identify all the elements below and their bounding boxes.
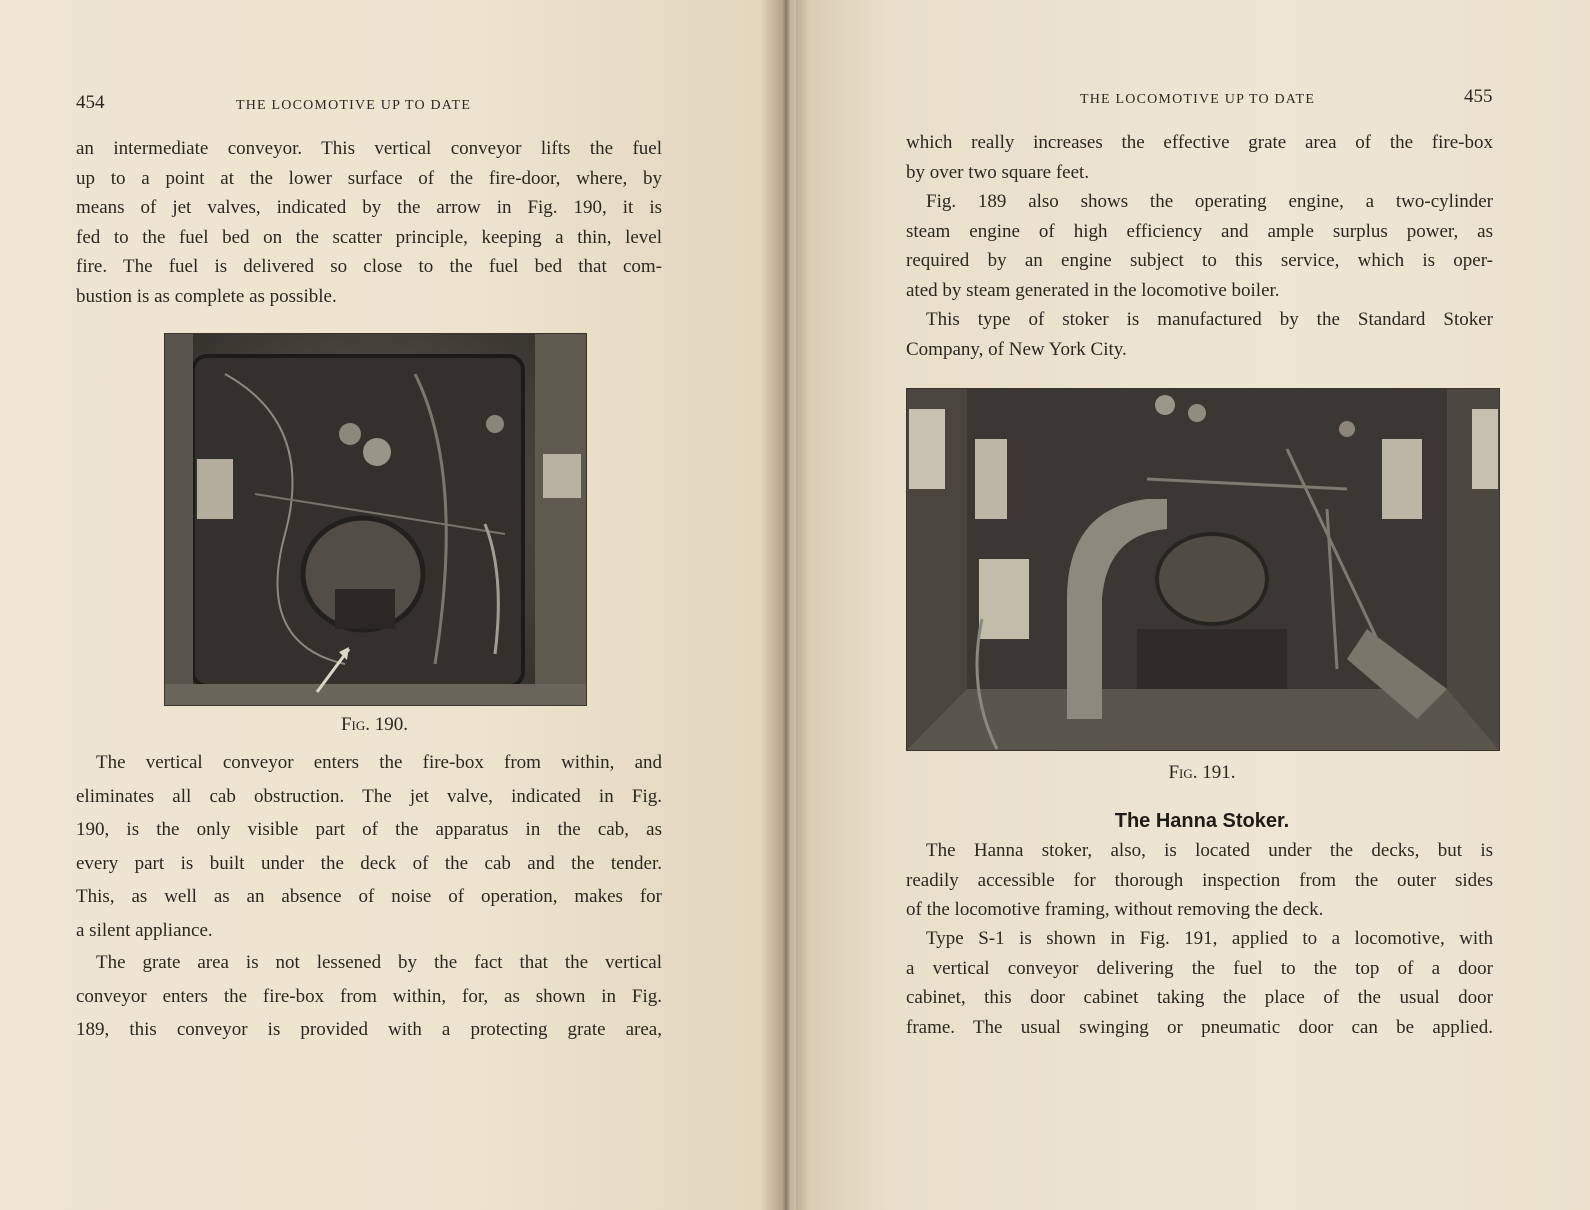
paragraph-type-s1 xyxy=(906,928,1493,1046)
text-line: readily accessible for thorough inspection from the outer sides xyxy=(906,869,1493,891)
text-line: Company, of New York City. xyxy=(906,338,1127,360)
text-line: conveyor enters the fire-box from within, for, as shown in Fig. xyxy=(76,985,662,1007)
text-line: fire. The fuel is delivered so close to the fuel bed that com- xyxy=(76,256,662,277)
text-line: every part is built under the deck of the cab and the tender. xyxy=(76,852,662,874)
text-line: cabinet, this door cabinet taking the place of the usual door xyxy=(906,987,1493,1008)
text-line: fed to the fuel bed on the scatter principle, keeping a thin, level xyxy=(76,226,662,248)
paragraph-grate-area xyxy=(76,952,662,1053)
text-line: 190, is the only visible part of the apparatus in the cab, as xyxy=(76,819,662,840)
text-line: steam engine of high efficiency and ample surplus power, as xyxy=(906,220,1493,242)
figure-caption: Fig. 190. xyxy=(340,714,409,735)
figure-191-photo xyxy=(906,388,1500,751)
text-line: ated by steam generated in the locomotive boiler. xyxy=(906,279,1280,301)
text-line: frame. The usual swinging or pneumatic door can be applied. xyxy=(906,1016,1493,1038)
text-line: which really increases the effective grate area of the fire-box xyxy=(906,132,1493,153)
book-gutter xyxy=(760,0,810,1210)
text-line: a silent appliance. xyxy=(76,919,213,941)
figure-190-photo xyxy=(164,333,587,706)
paragraph-manufacturer xyxy=(906,309,1493,368)
paragraph-hanna-stoker xyxy=(906,840,1493,929)
page-number: 455 xyxy=(1464,86,1493,107)
cab-backhead-illustration xyxy=(165,334,586,705)
text-line: This, as well as an absence of noise of operation, makes for xyxy=(76,886,662,907)
text-line: The Hanna stoker, also, is located under the decks, but is xyxy=(926,840,1493,861)
text-line: an intermediate conveyor. This vertical conveyor lifts the fuel xyxy=(76,138,662,159)
text-line: means of jet valves, indicated by the arrow in Fig. 190, it is xyxy=(76,197,662,218)
text-line: 189, this conveyor is provided with a protecting grate area, xyxy=(76,1019,662,1040)
page-number: 454 xyxy=(76,92,105,113)
text-line: eliminates all cab obstruction. The jet valve, indicated in Fig. xyxy=(76,785,662,807)
text-line: up to a point at the lower surface of the fire-door, where, by xyxy=(76,167,662,189)
text-line: Fig. 189 also shows the operating engine, a two-cylinder xyxy=(926,191,1493,212)
text-line: a vertical conveyor delivering the fuel to the top of a door xyxy=(906,957,1493,979)
text-line: The vertical conveyor enters the fire-box from within, and xyxy=(96,752,662,773)
paragraph-vertical-conveyor xyxy=(76,752,662,953)
text-line: by over two square feet. xyxy=(906,161,1090,183)
running-head: THE LOCOMOTIVE UP TO DATE xyxy=(236,98,472,113)
text-line: This type of stoker is manufactured by the Standard Stoker xyxy=(926,309,1493,330)
text-line: of the locomotive framing, without removing the deck. xyxy=(906,899,1324,920)
figure-caption: Fig. 191. xyxy=(1168,762,1236,783)
stoker-cab-illustration xyxy=(907,389,1499,750)
text-line: bustion is as complete as possible. xyxy=(76,285,337,307)
text-line: The grate area is not lessened by the fact that the vertical xyxy=(96,952,662,973)
running-head: THE LOCOMOTIVE UP TO DATE xyxy=(1080,92,1316,107)
left-page xyxy=(0,0,790,1210)
paragraph-effective-grate xyxy=(906,132,1493,191)
text-line: required by an engine subject to this service, which is oper- xyxy=(906,250,1493,271)
paragraph-operating-engine xyxy=(906,191,1493,309)
section-heading: The Hanna Stoker. xyxy=(1114,810,1290,832)
paragraph-intro xyxy=(76,138,662,315)
text-line: Type S-1 is shown in Fig. 191, applied to a locomotive, with xyxy=(926,928,1493,949)
right-page xyxy=(796,0,1590,1210)
